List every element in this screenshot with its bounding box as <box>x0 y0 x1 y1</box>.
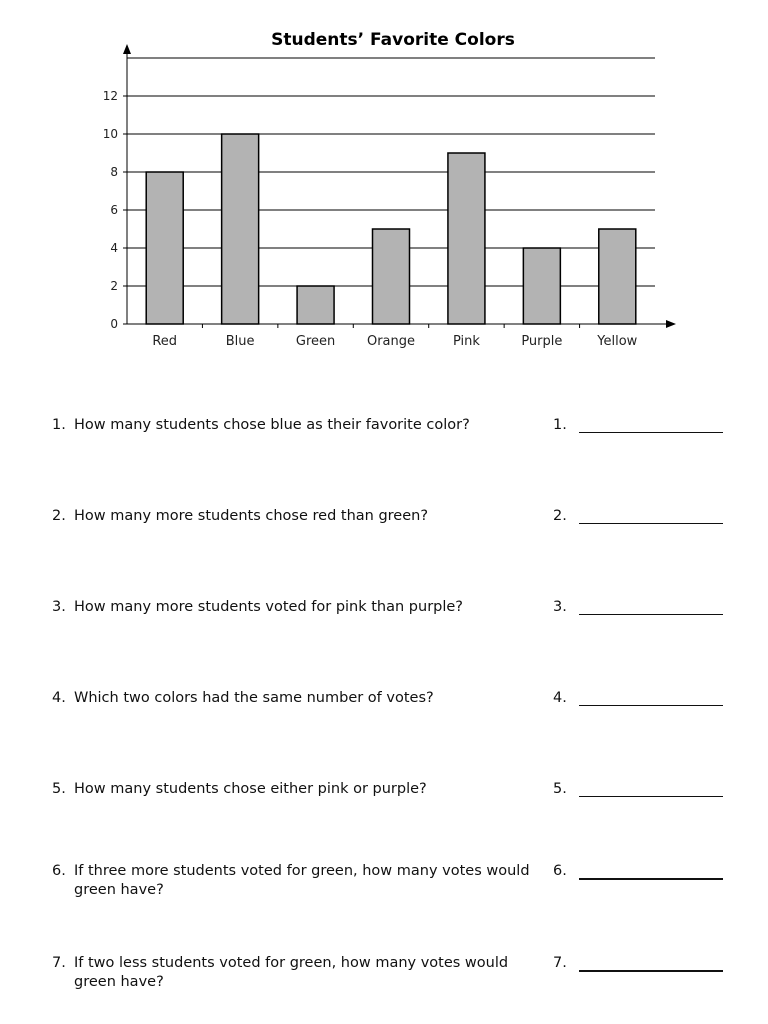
y-tick-label: 2 <box>110 279 118 293</box>
bar-purple <box>523 248 560 324</box>
chart-title: Students’ Favorite Colors <box>271 30 515 50</box>
bar-pink <box>448 153 485 324</box>
question-4 <box>52 689 532 708</box>
x-tick-label: Blue <box>225 334 255 349</box>
question-text: Which two colors had the same number of votes? <box>74 690 434 706</box>
x-axis-labels <box>152 334 637 349</box>
question-number: 7. <box>52 955 66 971</box>
answer-number: 2. <box>553 508 567 524</box>
answer-blank[interactable] <box>579 878 723 880</box>
answer-number: 6. <box>553 863 567 879</box>
bar-yellow <box>599 229 636 324</box>
y-tick-label: 6 <box>110 203 118 217</box>
y-tick-label: 10 <box>102 127 118 141</box>
y-tick-label: 8 <box>110 165 118 179</box>
x-tick-label: Yellow <box>597 334 638 349</box>
answer-number: 3. <box>553 599 567 615</box>
y-tick-label: 0 <box>110 317 118 331</box>
question-number: 4. <box>52 690 66 706</box>
x-tick-label: Red <box>152 334 178 349</box>
bar-red <box>146 172 183 324</box>
x-tick-label: Purple <box>521 334 563 349</box>
question-2 <box>52 507 532 526</box>
question-text: How many more students chose red than green? <box>74 508 429 524</box>
question-number: 3. <box>52 599 66 615</box>
question-text: If two less students voted for green, how many votes would green have? <box>74 955 509 990</box>
bar-orange <box>373 229 410 324</box>
answer-number: 7. <box>553 955 567 971</box>
question-5 <box>52 780 532 799</box>
bar-chart <box>0 0 768 380</box>
answer-blank[interactable] <box>579 705 723 706</box>
y-axis-arrow <box>123 44 131 54</box>
question-7 <box>52 954 532 992</box>
x-axis-arrow <box>666 320 676 328</box>
answer-blank[interactable] <box>579 614 723 615</box>
y-tick-label: 12 <box>102 89 118 103</box>
question-3 <box>52 598 532 617</box>
answer-blank[interactable] <box>579 432 723 433</box>
question-6 <box>52 862 532 900</box>
y-axis-ticks <box>103 89 127 331</box>
answer-number: 1. <box>553 417 567 433</box>
answer-number: 4. <box>553 690 567 706</box>
question-1 <box>52 416 532 435</box>
answer-blank[interactable] <box>579 796 723 797</box>
x-tick-label: Orange <box>366 334 416 349</box>
question-number: 1. <box>52 417 66 433</box>
y-tick-label: 4 <box>110 241 118 255</box>
chart-bars <box>146 134 636 324</box>
x-tick-label: Pink <box>452 334 480 349</box>
question-number: 5. <box>52 781 66 797</box>
question-text: How many more students voted for pink than purple? <box>74 599 464 615</box>
answer-number: 5. <box>553 781 567 797</box>
question-number: 2. <box>52 508 66 524</box>
answer-blank[interactable] <box>579 523 723 524</box>
question-text: If three more students voted for green, how many votes would green have? <box>74 863 530 898</box>
bar-blue <box>222 134 259 324</box>
answer-blank[interactable] <box>579 970 723 972</box>
question-text: How many students chose either pink or purple? <box>74 781 427 797</box>
x-tick-label: Green <box>295 334 336 349</box>
question-number: 6. <box>52 863 66 879</box>
question-text: How many students chose blue as their favorite color? <box>74 417 470 433</box>
bar-green <box>297 286 334 324</box>
